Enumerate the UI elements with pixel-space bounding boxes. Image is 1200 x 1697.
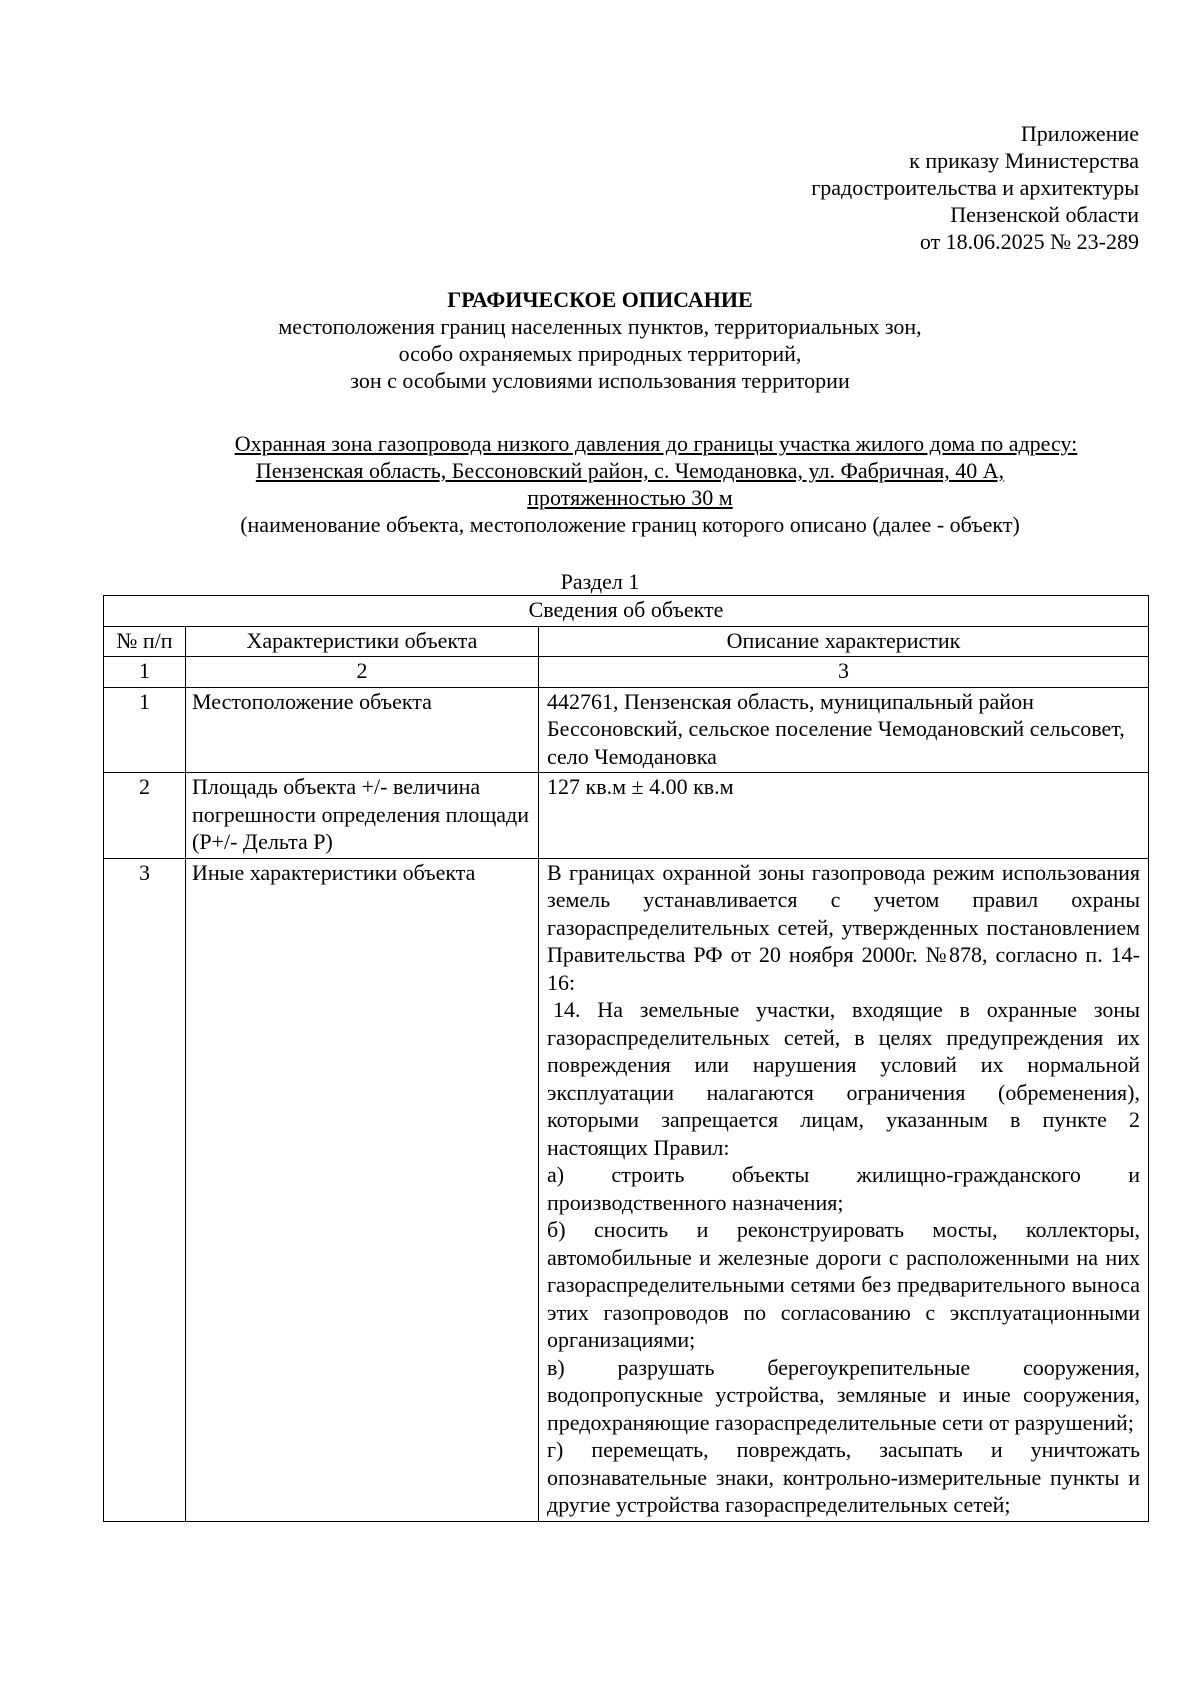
row-description: 442761, Пензенская область, муниципальный район Бессоновский, сельское поселение Чемодановский сельсовет, село Чемодановка	[539, 687, 1149, 773]
description-paragraph: б) сносить и реконструировать мосты, коллекторы, автомобильные и железные дороги с расположенными на них газораспределительными сетями без предварительного выноса этих газопроводов по согласованию с эксплуатационными организациями;	[547, 1217, 1140, 1352]
row-description: 127 кв.м ± 4.00 кв.м	[539, 773, 1149, 859]
object-name-line: Пензенская область, Бессоновский район, с. Чемодановка, ул. Фабричная, 40 А,	[255, 458, 1005, 483]
row-description	[539, 858, 1149, 1521]
appendix-line: Пензенской области	[950, 202, 1139, 227]
row-number: 2	[104, 773, 186, 859]
description-paragraph: В границах охранной зоны газопровода режим использования земель устанавливается с учетом правил охраны газораспределительных сетей, утвержденных постановлением Правительства РФ от 20 ноября 2000г. №878, согласно п. 14-16:	[547, 859, 1140, 995]
table-title-row	[104, 596, 1149, 627]
description-paragraph: 14. На земельные участки, входящие в охранные зоны газораспределительных сетей, в целях предупреждения их повреждения или нарушения условий их нормальной эксплуатации налагаются ограничения (обременения), которыми запрещается лицам, указанным в пункте 2 настоящих Правил:	[547, 997, 1140, 1160]
table-row	[104, 773, 1149, 859]
description-paragraph: г) перемещать, повреждать, засыпать и уничтожать опознавательные знаки, контрольно-измерительные пункты и другие устройства газораспределительных сетей;	[547, 1437, 1140, 1517]
row-number: 3	[104, 858, 186, 1521]
table-header-row	[104, 626, 1149, 657]
header-number: № п/п	[104, 626, 186, 657]
title-line: зон с особыми условиями использования территории	[350, 368, 850, 393]
row-characteristic: Местоположение объекта	[186, 687, 539, 773]
row-characteristic: Площадь объекта +/- величина погрешности определения площади (Р+/- Дельта Р)	[186, 773, 539, 859]
object-caption: (наименование объекта, местоположение границ которого описано (далее - объект)	[240, 512, 1020, 537]
column-number: 1	[104, 657, 186, 688]
table-title: Сведения об объекте	[104, 596, 1149, 627]
column-number: 2	[186, 657, 539, 688]
object-info-table	[103, 595, 1149, 1522]
column-number-row	[104, 657, 1149, 688]
header-characteristic: Характеристики объекта	[186, 626, 539, 657]
appendix-line: к приказу Министерства	[909, 148, 1139, 173]
object-name-block	[110, 430, 1150, 538]
description-paragraph: а) строить объекты жилищно-гражданского и производственного назначения;	[547, 1162, 1140, 1215]
section-title: Раздел 1	[560, 569, 640, 594]
column-number: 3	[539, 657, 1149, 688]
row-number: 1	[104, 687, 186, 773]
header-description: Описание характеристик	[539, 626, 1149, 657]
row-characteristic: Иные характеристики объекта	[186, 858, 539, 1521]
appendix-order-date: от 18.06.2025 № 23-289	[919, 229, 1139, 254]
document-title	[80, 286, 1120, 394]
appendix-block	[811, 120, 1139, 255]
object-name-line: протяженностью 30 м	[527, 485, 733, 510]
title-line: местоположения границ населенных пунктов, территориальных зон,	[278, 314, 922, 339]
appendix-line: Приложение	[1020, 121, 1139, 146]
title-heading: ГРАФИЧЕСКОЕ ОПИСАНИЕ	[447, 287, 753, 312]
object-name-line: Охранная зона газопровода низкого давления до границы участка жилого дома по адресу:	[234, 431, 1078, 456]
description-paragraph: в) разрушать берегоукрепительные сооружения, водопропускные устройства, земляные и иные сооружения, предохраняющие газораспределительные сети от разрушений;	[547, 1354, 1140, 1435]
table-row	[104, 687, 1149, 773]
table-row	[104, 858, 1149, 1521]
appendix-line: градостроительства и архитектуры	[811, 175, 1139, 200]
title-line: особо охраняемых природных территорий,	[398, 341, 802, 366]
